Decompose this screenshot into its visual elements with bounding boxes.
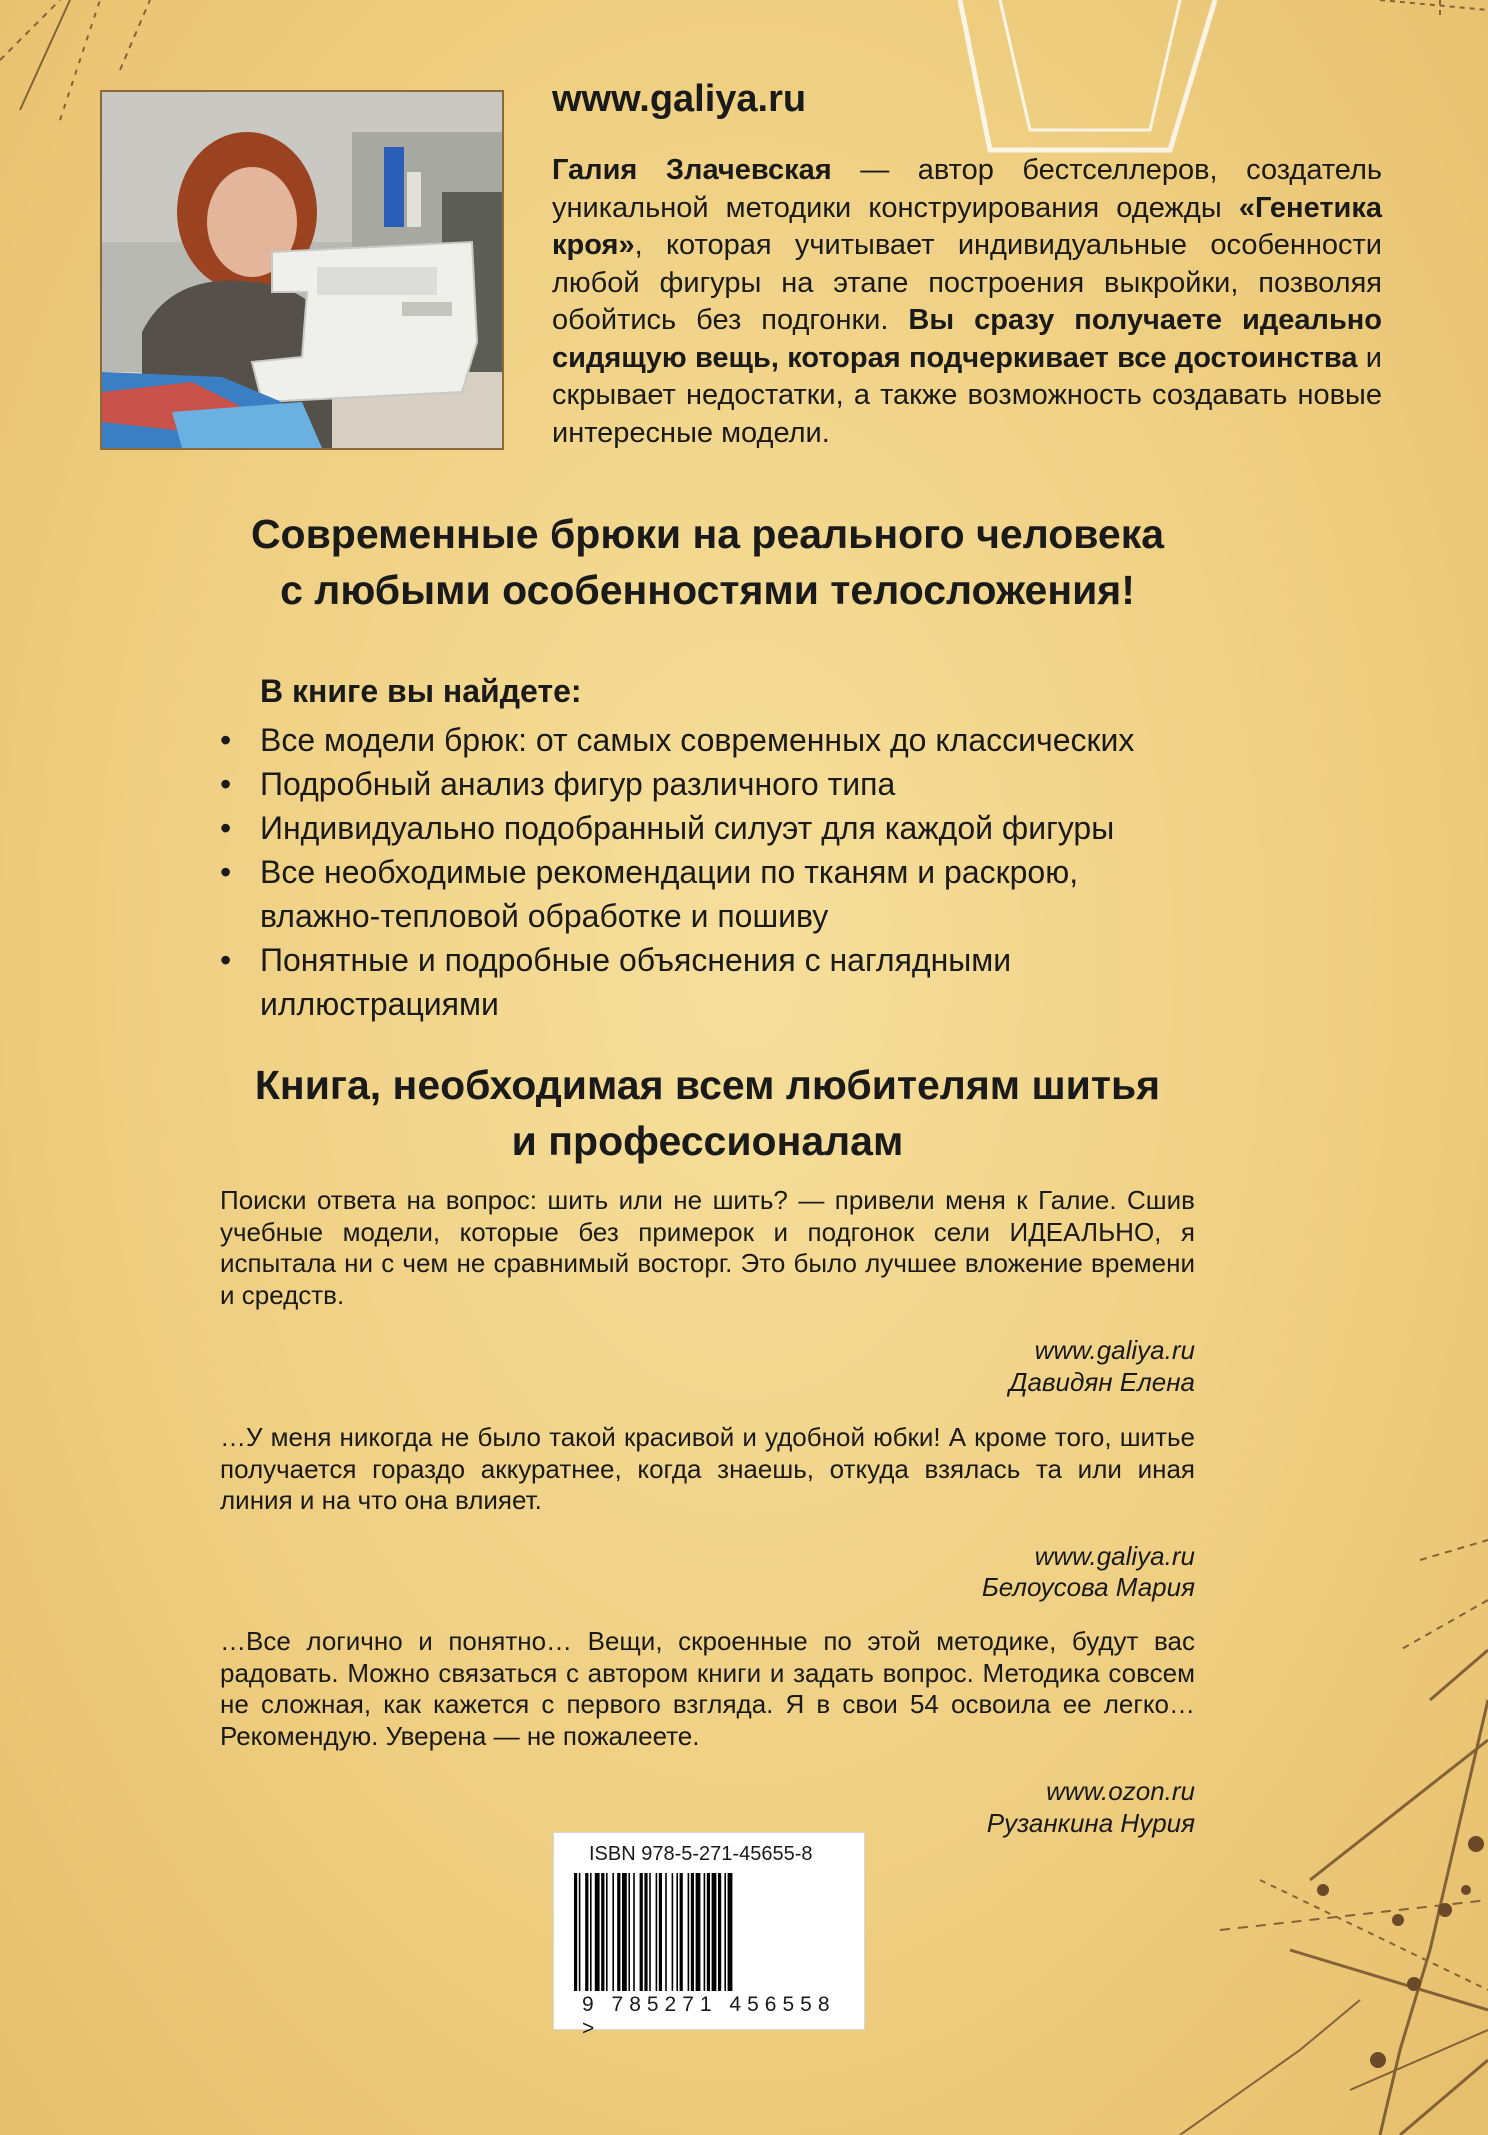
barcode-bar bbox=[676, 1873, 678, 1991]
review-text: …Все логично и понятно… Вещи, скроенные по этой методике, будут вас радовать. Можно связаться с автором книги и задать вопрос. Методика совсем не сложная, как кажется с первого взгляда. Я в свои 54 освоила ее легко… Рекомендую. Уверена — не пожалеете. bbox=[220, 1626, 1195, 1751]
barcode-bar bbox=[665, 1873, 667, 1991]
contents-item: • Понятные и подробные объяснения с наглядными иллюстрациями bbox=[220, 938, 1130, 1026]
author-photo bbox=[100, 90, 504, 450]
barcode-bar bbox=[644, 1873, 647, 1991]
barcode-bar bbox=[601, 1873, 604, 1991]
barcode-bar bbox=[640, 1873, 643, 1991]
isbn-digits: 9 785271 456558 > bbox=[582, 1993, 836, 2040]
review-author: Рузанкина Нурия bbox=[986, 1807, 1195, 1838]
barcode-bars bbox=[574, 1873, 844, 1991]
review-source[interactable]: www.galiya.ru bbox=[1034, 1335, 1195, 1365]
barcode-bar bbox=[595, 1873, 600, 1991]
barcode-bar bbox=[672, 1873, 674, 1991]
isbn-label: ISBN 978-5-271-45655-8 bbox=[589, 1843, 813, 1865]
author-photo-illustration bbox=[102, 92, 502, 448]
headline-secondary-line1: Книга, необходимая всем любителям шитья bbox=[254, 1062, 1161, 1108]
barcode-bar bbox=[606, 1873, 608, 1991]
barcode-bar bbox=[728, 1873, 733, 1991]
contents-item: • Все необходимые рекомендации по тканям и раскрою, влажно-тепловой обработке и пошиву bbox=[220, 850, 1130, 938]
barcode-bar bbox=[718, 1873, 721, 1991]
contents-item: • Все модели брюк: от самых современных до классических bbox=[220, 718, 1270, 762]
headline-main-line2: с любыми особенностями телосложения! bbox=[280, 567, 1135, 613]
bio-text-3: и скрывает недостатки, а также возможность создавать новые интересные модели. bbox=[552, 341, 1382, 449]
barcode-bar bbox=[649, 1873, 651, 1991]
barcode-bar bbox=[628, 1873, 630, 1991]
headline-main-line1: Современные брюки на реального человека bbox=[250, 511, 1165, 557]
review-text: Поиски ответа на вопрос: шить или не шить? — привели меня к Галие. Сшив учебные модели, которые без примерок и подгонок сели ИДЕАЛЬНО, я испытала ни с чем не сравнимый восторг. Это было лучшее вложение времени и средств. bbox=[220, 1185, 1195, 1310]
barcode-bar bbox=[659, 1873, 662, 1991]
bio-text-1: — автор бестселлеров, создатель уникальной методики конструирования одежды bbox=[552, 154, 1382, 224]
barcode-bar bbox=[633, 1873, 635, 1991]
website-link[interactable]: www.galiya.ru bbox=[552, 78, 807, 120]
barcode-bar bbox=[704, 1873, 706, 1991]
barcode-bar bbox=[590, 1873, 592, 1991]
contents-title: В книге вы найдете: bbox=[260, 673, 582, 709]
barcode-bar bbox=[688, 1873, 690, 1991]
barcode-bar bbox=[691, 1873, 694, 1991]
review-text: …У меня никогда не было такой красивой и удобной юбки! А кроме того, шитье получается гораздо аккуратнее, когда знаешь, откуда взялась та или иная линия и на что она влияет. bbox=[220, 1422, 1195, 1515]
review bbox=[220, 1626, 1195, 1839]
method-name: «Генетика кроя» bbox=[552, 191, 1382, 261]
bio-emphasis: Вы сразу получаете идеально сидящую вещь, которая подчеркивает все достоинства bbox=[552, 304, 1383, 374]
contents-item: • Подробный анализ фигур различного типа bbox=[220, 762, 1270, 806]
barcode-bar bbox=[696, 1873, 701, 1991]
review-author: Белоусова Мария bbox=[981, 1572, 1195, 1602]
barcode-bar bbox=[680, 1873, 683, 1991]
barcode-bar bbox=[617, 1873, 620, 1991]
review-source[interactable]: www.ozon.ru bbox=[1046, 1776, 1195, 1806]
barcode-bar bbox=[712, 1873, 717, 1991]
contents-item: • Индивидуально подобранный силуэт для каждой фигуры bbox=[220, 806, 1270, 850]
author-name: Галия Злачевская bbox=[552, 154, 832, 186]
review bbox=[220, 1422, 1195, 1604]
author-bio bbox=[552, 152, 1382, 452]
isbn-barcode bbox=[553, 1832, 865, 2040]
barcode-bar bbox=[707, 1873, 710, 1991]
barcode-bar bbox=[585, 1873, 588, 1991]
barcode-bar bbox=[612, 1873, 614, 1991]
barcode-bar bbox=[622, 1873, 627, 1991]
headline-main bbox=[100, 506, 1315, 618]
headline-secondary-line2: и профессионалам bbox=[511, 1118, 904, 1164]
barcode-bar bbox=[656, 1873, 658, 1991]
review-source[interactable]: www.galiya.ru bbox=[1034, 1540, 1195, 1571]
bio-text-2: , которая учитывает индивидуальные особенности любой фигуры на этапе построения выкройки, позволяя обойтись без подгонки. bbox=[552, 229, 1382, 336]
headline-secondary bbox=[100, 1057, 1315, 1169]
contents-list bbox=[220, 718, 1270, 1026]
review-author: Давидян Елена bbox=[1009, 1366, 1195, 1397]
barcode-bar bbox=[579, 1873, 581, 1991]
barcode-bar bbox=[724, 1873, 726, 1991]
review bbox=[220, 1185, 1195, 1398]
barcode-bar bbox=[574, 1873, 577, 1991]
